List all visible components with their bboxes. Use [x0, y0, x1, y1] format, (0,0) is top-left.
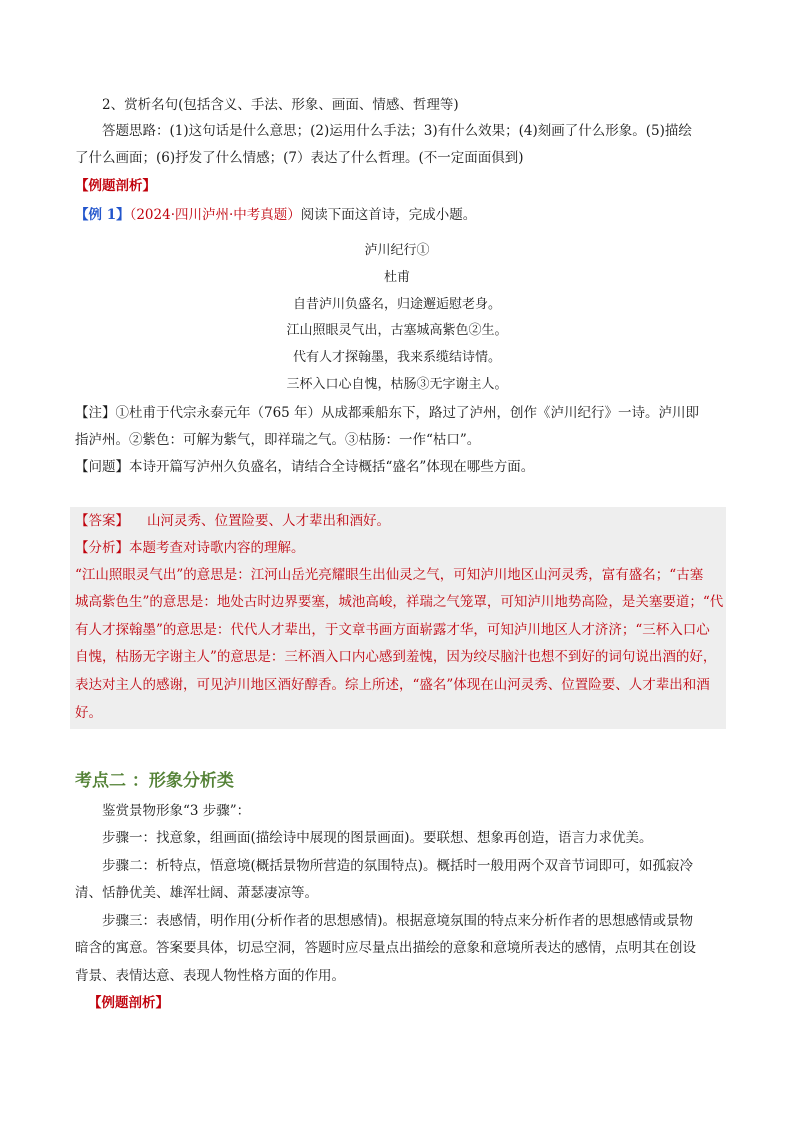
example-label: 【例题剖析】 [88, 995, 169, 1011]
answer-label: 【答案】 [75, 513, 129, 529]
analysis-paragraph: 表达对主人的感谢，可见泸川地区酒好醇香。综上所述，“盛名”体现在山河灵秀、位置险要、人才辈出和酒 [75, 677, 710, 693]
analysis-paragraph: 好。 [75, 705, 102, 721]
example-tag: 【例 1】 [75, 207, 130, 223]
analysis-paragraph: 自愧，枯肠无字谢主人”的意思是：三杯酒入口内心感到羞愧，因为绞尽脑汁也想不到好的词句说出酒的好， [75, 649, 717, 665]
step-two: 步骤二：析特点，悟意境(概括景物所营造的氛围特点)。概括时一般用两个双音节词即可，如孤寂冷 [102, 858, 694, 874]
analysis-paragraph: 城高紫色生”的意思是：地处古时边界要塞，城池高峻，祥瑞之气笼罩，可知泸川地势高险，是关塞要道；“代 [75, 594, 724, 610]
example-heading [75, 205, 476, 225]
step-three: 步骤三：表感情，明作用(分析作者的思想感情)。根据意境氛围的特点来分析作者的思想感情或景物 [102, 913, 694, 929]
step-two-cont: 清、恬静优美、雄浑壮阔、萧瑟凄凉等。 [75, 885, 318, 901]
step-one: 步骤一：找意象，组画面(描绘诗中展现的图景画面)。要联想、想象再创造，语言力求优美。 [102, 830, 653, 846]
analysis-intro: 本题考查对诗歌内容的理解。 [129, 540, 305, 556]
analysis-paragraph: “江山照眼灵气出”的意思是：江河山岳光亮耀眼生出仙灵之气，可知泸川地区山河灵秀，富有盛名；“古塞 [75, 567, 704, 583]
step-three-cont: 暗含的寓意。答案要具体，切忌空洞，答题时应尽量点出描绘的意象和意境所表达的感情，点明其在创设 [75, 940, 696, 956]
section-title: 2、赏析名句(包括含义、手法、形象、画面、情感、哲理等) [102, 97, 459, 113]
poem-title: 泸川纪行① [364, 243, 430, 258]
thinking-line: 答题思路：(1)这句话是什么意思；(2)运用什么手法；3)有什么效果；(4)刻画了什么形象。(5)描绘 [102, 123, 692, 139]
example-label: 【例题剖析】 [75, 178, 156, 194]
note-line: 指泸州。②紫色：可解为紫气，即祥瑞之气。③枯肠：一作“枯口”。 [75, 432, 481, 448]
poem-line: 江山照眼灵气出，古塞城高紫色②生。 [286, 323, 508, 338]
thinking-line: 了什么画面；(6)抒发了什么情感；(7）表达了什么哲理。(不一定面面俱到) [75, 150, 524, 166]
example-source: （2024·四川泸州·中考真题） [129, 207, 301, 223]
poem-line: 自昔泸川负盛名，归途邂逅慰老身。 [292, 297, 501, 312]
steps-intro: 鉴赏景物形象“3 步骤”： [102, 803, 251, 819]
answer-line [75, 511, 390, 531]
poem-line: 三杯入口心自愧，枯肠③无字谢主人。 [286, 377, 508, 392]
analysis-line [75, 538, 305, 558]
poem-author: 杜甫 [383, 270, 410, 285]
poem-line: 代有人才探翰墨，我来系缆结诗情。 [292, 350, 501, 365]
step-three-cont: 背景、表情达意、表现人物性格方面的作用。 [75, 968, 345, 984]
note-line: 【注】①杜甫于代宗永泰元年（765 年）从成都乘船东下，路过了泸州，创作《泸川纪行》一诗。泸川即 [75, 405, 700, 421]
example-instruction: 阅读下面这首诗，完成小题。 [300, 207, 477, 223]
analysis-paragraph: 有人才探翰墨”的意思是：代代人才辈出，于文章书画方面崭露才华，可知泸川地区人才济济；“三杯入口心 [75, 622, 710, 638]
question-text: 【问题】本诗开篇写泸州久负盛名，请结合全诗概括“盛名”体现在哪些方面。 [75, 459, 535, 475]
section-heading: 考点二 ：形象分析类 [75, 771, 234, 791]
answer-text: 山河灵秀、位置险要、人才辈出和酒好。 [147, 513, 390, 529]
analysis-label: 【分析】 [75, 540, 129, 556]
